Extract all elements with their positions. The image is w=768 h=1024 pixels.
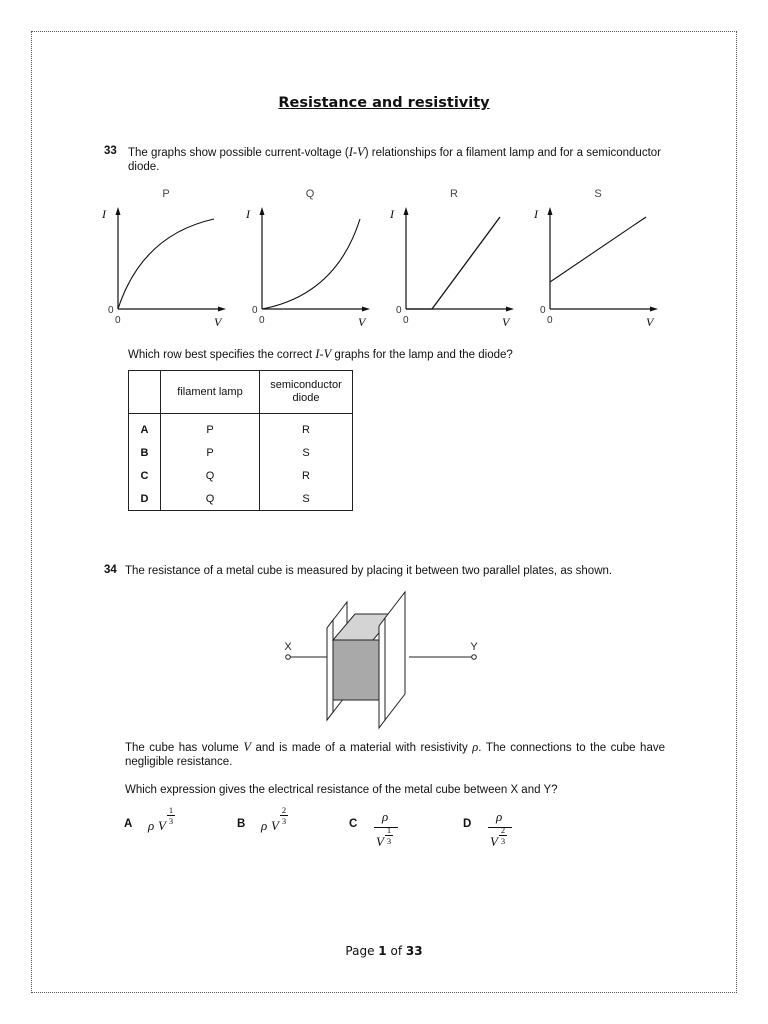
graph-q-label: Q (305, 188, 315, 200)
option-c-letter: C (349, 818, 358, 830)
question-34-description (125, 740, 665, 769)
graph-s-x-axis-label: V (646, 315, 654, 329)
graph-r-label: R (450, 188, 458, 200)
footer-of-word: of (390, 944, 403, 958)
option-c-exponent: 1 3 (386, 825, 392, 846)
page-border (31, 31, 737, 993)
option-d-letter: D (463, 818, 472, 830)
option-d-exponent: 2 3 (500, 825, 506, 846)
table-row (129, 464, 353, 487)
graph-q-origin-x: 0 (259, 315, 265, 326)
row-lamp: P (161, 414, 260, 442)
question-34-number: 34 (104, 564, 117, 576)
cube-diagram (280, 588, 490, 730)
q34-desc-rho: ρ (472, 740, 479, 754)
graph-p (102, 185, 232, 335)
graph-r (390, 185, 520, 335)
q33-iv: I-V (348, 145, 365, 159)
graph-r-line (406, 217, 500, 309)
q33-prompt-iv: I-V (315, 347, 332, 361)
graph-p-x-axis-label: V (214, 315, 222, 329)
question-34-prompt: Which expression gives the electrical resistance of the metal cube between X and Y? (125, 784, 558, 796)
row-option: D (129, 487, 161, 511)
right-plate (385, 592, 405, 720)
graph-r-origin-y: 0 (396, 305, 402, 316)
cube-front (333, 640, 379, 700)
q34-desc-part: The cube has volume (125, 742, 244, 754)
row-lamp: Q (161, 487, 260, 511)
graph-r-y-axis-label: I (390, 207, 394, 221)
row-option: C (129, 464, 161, 487)
table-header-lamp: filament lamp (161, 371, 260, 414)
graph-s-line (550, 217, 646, 282)
graph-q-y-axis-label: I (246, 207, 250, 221)
option-b-letter: B (237, 818, 246, 830)
option-b-rho: ρ (261, 818, 268, 833)
footer-page-number: 1 (378, 944, 387, 958)
row-diode: S (260, 441, 353, 464)
graph-p-label: P (162, 188, 170, 200)
graph-s-origin-x: 0 (547, 315, 553, 326)
page-title: Resistance and resistivity (278, 95, 490, 111)
footer-page-word: Page (345, 944, 375, 958)
option-b-exponent: 2 3 (281, 805, 287, 826)
graph-q (246, 185, 376, 335)
q33-prompt-part: Which row best specifies the correct (128, 349, 316, 361)
row-option: B (129, 441, 161, 464)
q33-prompt-part: graphs for the lamp and the diode? (331, 349, 513, 361)
graph-q-origin-y: 0 (252, 305, 258, 316)
q34-desc-part: and is made of a material with resistivity (250, 742, 473, 754)
question-33-text (128, 145, 661, 174)
option-d-v: V (490, 834, 498, 849)
graph-p-curve (118, 219, 214, 309)
option-a-exponent: 1 3 (168, 805, 174, 826)
graph-s-label: S (594, 188, 602, 200)
table-header-diode: semiconductor diode (260, 371, 353, 414)
row-lamp: P (161, 441, 260, 464)
terminal-x-label: X (284, 641, 292, 653)
option-a-v: V (158, 818, 166, 833)
graph-r-x-axis-label: V (502, 315, 510, 329)
option-d-numerator: ρ (496, 809, 503, 824)
answer-table (128, 370, 353, 511)
page-footer (0, 944, 768, 958)
row-diode: R (260, 414, 353, 442)
q34-desc-part: . The connections to the cube have negligible resistance. (125, 742, 665, 768)
q33-text-part: ) relationships for a filament lamp and for a semiconductor diode. (128, 147, 661, 173)
table-header-blank (129, 371, 161, 414)
table-row (129, 487, 353, 511)
terminal-x (286, 655, 291, 660)
question-33-number: 33 (104, 145, 117, 157)
row-diode: R (260, 464, 353, 487)
graph-p-origin-x: 0 (115, 315, 121, 326)
graph-s-origin-y: 0 (540, 305, 546, 316)
terminal-y (472, 655, 477, 660)
question-34-text: The resistance of a metal cube is measured by placing it between two parallel plates, as shown. (125, 565, 613, 577)
option-a-rho: ρ (148, 818, 155, 833)
q33-text-part: The graphs show possible current-voltage ( (128, 147, 349, 159)
graph-s-y-axis-label: I (534, 207, 538, 221)
table-row (129, 414, 353, 442)
graph-p-y-axis-label: I (102, 207, 106, 221)
graph-p-origin-y: 0 (108, 305, 114, 316)
option-a-letter: A (124, 818, 133, 830)
row-diode: S (260, 487, 353, 511)
option-c-v: V (376, 834, 384, 849)
option-b-v: V (271, 818, 279, 833)
table-row (129, 441, 353, 464)
graph-q-x-axis-label: V (358, 315, 366, 329)
terminal-y-label: Y (470, 641, 478, 653)
option-c-numerator: ρ (382, 809, 389, 824)
graph-q-curve (262, 219, 360, 309)
q34-desc-v: V (243, 740, 251, 754)
row-lamp: Q (161, 464, 260, 487)
footer-total-pages: 33 (405, 944, 423, 958)
row-option: A (129, 414, 161, 442)
graph-r-origin-x: 0 (403, 315, 409, 326)
graph-s (534, 185, 664, 335)
question-33-prompt (128, 347, 668, 362)
